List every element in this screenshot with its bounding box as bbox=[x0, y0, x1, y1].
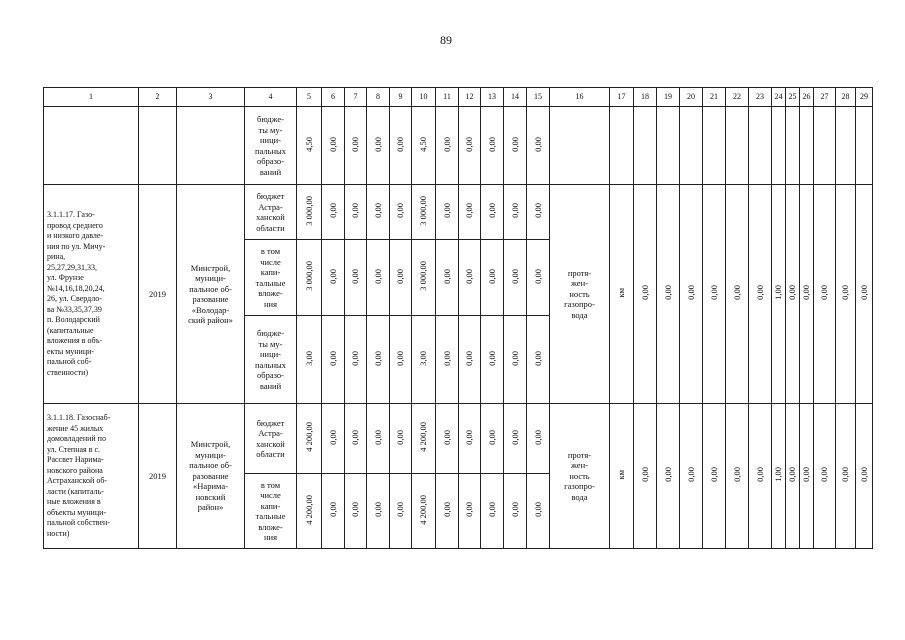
column-header: 12 bbox=[459, 88, 481, 107]
value-cell bbox=[412, 404, 436, 474]
value-cell bbox=[367, 240, 390, 316]
indicator-value-text: 0,00 bbox=[662, 467, 673, 483]
value-cell-text: 4 200,00 bbox=[418, 494, 429, 525]
blank-cell bbox=[610, 107, 634, 185]
value-cell bbox=[481, 404, 504, 474]
value-cell bbox=[481, 185, 504, 240]
value-cell-text: 0,00 bbox=[395, 350, 406, 366]
value-cell bbox=[297, 404, 322, 474]
value-cell bbox=[436, 474, 459, 549]
column-header: 25 bbox=[786, 88, 800, 107]
blank-cell bbox=[749, 107, 772, 185]
column-header: 14 bbox=[504, 88, 527, 107]
value-cell bbox=[504, 316, 527, 404]
value-cell bbox=[345, 240, 367, 316]
item-name: 3.1.1.17. Газо- провод среднего и низкого давле- ния по ул. Мичу- рина, 25,27,29,31,33, ул. Фрунзе №14,16,18,20,24, 26, ул. Свердло- ва №33,35,37,39 п. Володарский (капитальные вложения в объ- екты муници- пальной соб- ственности) bbox=[44, 185, 139, 404]
column-header: 16 bbox=[550, 88, 610, 107]
value-cell-text: 4,50 bbox=[303, 136, 314, 152]
column-header: 8 bbox=[367, 88, 390, 107]
blank-cell bbox=[634, 107, 657, 185]
value-cell bbox=[436, 404, 459, 474]
value-cell-text: 0,00 bbox=[441, 268, 452, 284]
value-cell-text: 3 000,00 bbox=[303, 261, 314, 292]
indicator-value bbox=[657, 185, 680, 404]
value-cell bbox=[322, 316, 345, 404]
column-header: 23 bbox=[749, 88, 772, 107]
indicator-value-text: 1,00 bbox=[773, 467, 784, 483]
indicator-value-text: 0,00 bbox=[840, 467, 851, 483]
indicator-value-text: 0,00 bbox=[858, 467, 869, 483]
value-cell bbox=[459, 107, 481, 185]
value-cell bbox=[297, 316, 322, 404]
header-row bbox=[44, 88, 873, 107]
indicator-value-text: 0,00 bbox=[708, 467, 719, 483]
column-header: 29 bbox=[856, 88, 873, 107]
column-header: 13 bbox=[481, 88, 504, 107]
blank-cell bbox=[657, 107, 680, 185]
value-cell bbox=[504, 185, 527, 240]
value-cell bbox=[504, 107, 527, 185]
indicator-value bbox=[726, 404, 749, 549]
value-cell-text: 0,00 bbox=[372, 136, 383, 152]
indicator-value-text: 0,00 bbox=[662, 285, 673, 301]
value-cell bbox=[390, 404, 412, 474]
indicator-value bbox=[772, 185, 786, 404]
value-cell bbox=[367, 474, 390, 549]
indicator-value bbox=[749, 185, 772, 404]
value-cell-text: 4,50 bbox=[418, 136, 429, 152]
indicator-value bbox=[800, 185, 814, 404]
value-cell bbox=[504, 404, 527, 474]
blank-cell bbox=[856, 107, 873, 185]
value-cell bbox=[390, 316, 412, 404]
indicator-value-text: 0,00 bbox=[840, 285, 851, 301]
value-cell bbox=[390, 240, 412, 316]
indicator-value-text: 0,00 bbox=[731, 467, 742, 483]
indicator-value bbox=[749, 404, 772, 549]
indicator-value-text: 0,00 bbox=[858, 285, 869, 301]
indicator-value bbox=[634, 404, 657, 549]
value-cell bbox=[436, 316, 459, 404]
value-cell bbox=[504, 240, 527, 316]
value-cell bbox=[527, 107, 550, 185]
indicator-value bbox=[703, 185, 726, 404]
indicator-value bbox=[836, 185, 856, 404]
indicator-value bbox=[680, 185, 703, 404]
value-cell-text: 0,00 bbox=[486, 268, 497, 284]
indicator-value-text: 0,00 bbox=[819, 467, 830, 483]
indicator-value bbox=[814, 185, 836, 404]
value-cell-text: 0,00 bbox=[532, 350, 543, 366]
blank-cell bbox=[814, 107, 836, 185]
indicator-value-text: 0,00 bbox=[787, 285, 798, 301]
value-cell-text: 3 000,00 bbox=[303, 195, 314, 226]
value-cell-text: 0,00 bbox=[395, 203, 406, 219]
column-header: 3 bbox=[177, 88, 245, 107]
indicator-value-text: 0,00 bbox=[787, 467, 798, 483]
indicator-value-text: 1,00 bbox=[773, 285, 784, 301]
value-cell-text: 4 200,00 bbox=[418, 422, 429, 453]
value-cell bbox=[390, 474, 412, 549]
unit-cell bbox=[610, 185, 634, 404]
value-cell-text: 0,00 bbox=[441, 429, 452, 445]
indicator-value bbox=[836, 404, 856, 549]
item-executor: Минстрой, муници- пальное об- разование «Нарима- новский район» bbox=[177, 404, 245, 549]
funding-source: бюдже- ты му- ници- пальных образо- ваний bbox=[245, 107, 297, 185]
indicator-value-text: 0,00 bbox=[685, 285, 696, 301]
value-cell-text: 0,00 bbox=[350, 429, 361, 445]
value-cell-text: 3 000,00 bbox=[418, 195, 429, 226]
indicator-value bbox=[772, 404, 786, 549]
indicator-value bbox=[634, 185, 657, 404]
value-cell bbox=[459, 404, 481, 474]
value-cell bbox=[436, 185, 459, 240]
value-cell-text: 0,00 bbox=[327, 136, 338, 152]
item-name: 3.1.1.18. Газоснаб- жение 45 жилых домовладений по ул. Степная в с. Рассвет Нарима- новского района Астраханской об- ласти (капиталь- ные вложения в объекты муници- пальной собствен- ности) bbox=[44, 404, 139, 549]
item-executor: Минстрой, муници- пальное об- разование «Володар- ский район» bbox=[177, 185, 245, 404]
indicator-value-text: 0,00 bbox=[801, 467, 812, 483]
blank-cell bbox=[836, 107, 856, 185]
value-cell-text: 3,00 bbox=[303, 350, 314, 366]
column-header: 18 bbox=[634, 88, 657, 107]
value-cell-text: 0,00 bbox=[372, 203, 383, 219]
indicator-value-text: 0,00 bbox=[639, 467, 650, 483]
value-cell-text: 0,00 bbox=[327, 502, 338, 518]
value-cell bbox=[322, 185, 345, 240]
value-cell-text: 0,00 bbox=[350, 203, 361, 219]
value-cell bbox=[297, 185, 322, 240]
value-cell bbox=[367, 107, 390, 185]
indicator-value bbox=[680, 404, 703, 549]
item-year: 2019 bbox=[139, 185, 177, 404]
column-header: 7 bbox=[345, 88, 367, 107]
value-cell bbox=[527, 474, 550, 549]
column-header: 19 bbox=[657, 88, 680, 107]
value-cell-text: 0,00 bbox=[395, 502, 406, 518]
value-cell-text: 0,00 bbox=[486, 429, 497, 445]
column-header: 11 bbox=[436, 88, 459, 107]
funding-source: бюдже- ты му- ници- пальных образо- ваний bbox=[245, 316, 297, 404]
value-cell-text: 0,00 bbox=[486, 350, 497, 366]
value-cell-text: 0,00 bbox=[464, 502, 475, 518]
value-cell bbox=[367, 185, 390, 240]
value-cell-text: 0,00 bbox=[350, 268, 361, 284]
unit-cell bbox=[610, 404, 634, 549]
indicator-value-text: 0,00 bbox=[731, 285, 742, 301]
value-cell-text: 0,00 bbox=[509, 429, 520, 445]
value-cell-text: 0,00 bbox=[441, 136, 452, 152]
funding-source: бюджет Астра- ханской области bbox=[245, 404, 297, 474]
column-header: 24 bbox=[772, 88, 786, 107]
value-cell-text: 0,00 bbox=[395, 429, 406, 445]
value-cell-text: 0,00 bbox=[464, 203, 475, 219]
value-cell-text: 0,00 bbox=[486, 502, 497, 518]
unit-cell-text: км bbox=[616, 469, 627, 480]
column-header: 4 bbox=[245, 88, 297, 107]
value-cell-text: 0,00 bbox=[350, 502, 361, 518]
value-cell bbox=[322, 474, 345, 549]
value-cell bbox=[527, 240, 550, 316]
value-cell bbox=[504, 474, 527, 549]
column-header: 27 bbox=[814, 88, 836, 107]
indicator-value-text: 0,00 bbox=[754, 467, 765, 483]
value-cell bbox=[527, 316, 550, 404]
indicator-value-text: 0,00 bbox=[801, 285, 812, 301]
value-cell-text: 0,00 bbox=[441, 502, 452, 518]
value-cell-text: 0,00 bbox=[395, 136, 406, 152]
value-cell-text: 0,00 bbox=[350, 350, 361, 366]
year-cell bbox=[139, 107, 177, 185]
indicator-value bbox=[800, 404, 814, 549]
indicator-value-text: 0,00 bbox=[639, 285, 650, 301]
value-cell bbox=[297, 240, 322, 316]
budget-table bbox=[43, 87, 873, 549]
value-cell bbox=[297, 474, 322, 549]
page-number: 89 bbox=[440, 33, 452, 47]
column-header: 5 bbox=[297, 88, 322, 107]
column-header: 1 bbox=[44, 88, 139, 107]
value-cell bbox=[345, 185, 367, 240]
value-cell bbox=[412, 107, 436, 185]
indicator-name: протя- жен- ность газопро- вода bbox=[550, 185, 610, 404]
value-cell bbox=[481, 474, 504, 549]
value-cell-text: 4 200,00 bbox=[303, 422, 314, 453]
column-header: 26 bbox=[800, 88, 814, 107]
value-cell-text: 0,00 bbox=[350, 136, 361, 152]
value-cell-text: 0,00 bbox=[509, 203, 520, 219]
blank-cell bbox=[703, 107, 726, 185]
value-cell bbox=[322, 404, 345, 474]
funding-source: в том числе капи- тальные вложе- ния bbox=[245, 240, 297, 316]
value-cell bbox=[390, 185, 412, 240]
value-cell-text: 0,00 bbox=[464, 136, 475, 152]
executor-cell bbox=[177, 107, 245, 185]
value-cell-text: 0,00 bbox=[327, 350, 338, 366]
value-cell-text: 0,00 bbox=[486, 203, 497, 219]
column-header: 10 bbox=[412, 88, 436, 107]
value-cell bbox=[481, 107, 504, 185]
funding-source: бюджет Астра- ханской области bbox=[245, 185, 297, 240]
value-cell-text: 0,00 bbox=[327, 268, 338, 284]
value-cell-text: 0,00 bbox=[441, 350, 452, 366]
indicator-name: протя- жен- ность газопро- вода bbox=[550, 404, 610, 549]
value-cell bbox=[459, 474, 481, 549]
indicator-value bbox=[856, 185, 873, 404]
value-cell-text: 0,00 bbox=[464, 350, 475, 366]
table-row bbox=[44, 185, 873, 240]
value-cell-text: 0,00 bbox=[327, 429, 338, 445]
value-cell-text: 0,00 bbox=[509, 268, 520, 284]
value-cell bbox=[345, 404, 367, 474]
value-cell-text: 0,00 bbox=[532, 136, 543, 152]
indicator-value bbox=[786, 185, 800, 404]
value-cell bbox=[481, 240, 504, 316]
value-cell-text: 0,00 bbox=[372, 502, 383, 518]
value-cell bbox=[367, 316, 390, 404]
value-cell-text: 0,00 bbox=[464, 268, 475, 284]
unit-cell-text: км bbox=[616, 287, 627, 298]
value-cell bbox=[527, 185, 550, 240]
value-cell-text: 0,00 bbox=[372, 268, 383, 284]
funding-source: в том числе капи- тальные вложе- ния bbox=[245, 474, 297, 549]
blank-cell bbox=[772, 107, 786, 185]
table-row bbox=[44, 404, 873, 474]
value-cell-text: 0,00 bbox=[372, 350, 383, 366]
column-header: 17 bbox=[610, 88, 634, 107]
value-cell bbox=[459, 316, 481, 404]
indicator-value bbox=[657, 404, 680, 549]
column-header: 9 bbox=[390, 88, 412, 107]
value-cell-text: 0,00 bbox=[464, 429, 475, 445]
value-cell-text: 3,00 bbox=[418, 350, 429, 366]
value-cell bbox=[345, 107, 367, 185]
value-cell bbox=[412, 474, 436, 549]
indicator-value-text: 0,00 bbox=[708, 285, 719, 301]
value-cell bbox=[412, 185, 436, 240]
item-year: 2019 bbox=[139, 404, 177, 549]
column-header: 15 bbox=[527, 88, 550, 107]
value-cell bbox=[390, 107, 412, 185]
blank-cell bbox=[726, 107, 749, 185]
indicator-value-text: 0,00 bbox=[754, 285, 765, 301]
blank-cell bbox=[786, 107, 800, 185]
indicator-value bbox=[703, 404, 726, 549]
value-cell-text: 0,00 bbox=[509, 350, 520, 366]
value-cell bbox=[412, 316, 436, 404]
value-cell bbox=[459, 185, 481, 240]
value-cell bbox=[436, 240, 459, 316]
value-cell bbox=[322, 240, 345, 316]
indicator-value bbox=[786, 404, 800, 549]
value-cell bbox=[367, 404, 390, 474]
indicator-value bbox=[856, 404, 873, 549]
value-cell bbox=[345, 316, 367, 404]
indicator-value-text: 0,00 bbox=[685, 467, 696, 483]
column-header: 28 bbox=[836, 88, 856, 107]
item-name-cell bbox=[44, 107, 139, 185]
value-cell-text: 0,00 bbox=[327, 203, 338, 219]
indicator-value bbox=[726, 185, 749, 404]
blank-cell bbox=[680, 107, 703, 185]
indicator-value bbox=[814, 404, 836, 549]
value-cell bbox=[459, 240, 481, 316]
value-cell bbox=[527, 404, 550, 474]
value-cell-text: 0,00 bbox=[372, 429, 383, 445]
column-header: 21 bbox=[703, 88, 726, 107]
value-cell-text: 4 200,00 bbox=[303, 494, 314, 525]
blank-cell bbox=[800, 107, 814, 185]
value-cell-text: 0,00 bbox=[395, 268, 406, 284]
column-header: 22 bbox=[726, 88, 749, 107]
value-cell-text: 0,00 bbox=[509, 136, 520, 152]
value-cell bbox=[436, 107, 459, 185]
value-cell-text: 0,00 bbox=[509, 502, 520, 518]
value-cell-text: 0,00 bbox=[532, 203, 543, 219]
value-cell bbox=[412, 240, 436, 316]
value-cell-text: 0,00 bbox=[532, 429, 543, 445]
value-cell bbox=[345, 474, 367, 549]
value-cell-text: 0,00 bbox=[441, 203, 452, 219]
column-header: 20 bbox=[680, 88, 703, 107]
column-header: 2 bbox=[139, 88, 177, 107]
value-cell bbox=[481, 316, 504, 404]
value-cell bbox=[297, 107, 322, 185]
value-cell bbox=[322, 107, 345, 185]
blank-cell bbox=[550, 107, 610, 185]
indicator-value-text: 0,00 bbox=[819, 285, 830, 301]
column-header: 6 bbox=[322, 88, 345, 107]
value-cell-text: 0,00 bbox=[532, 268, 543, 284]
table-row bbox=[44, 107, 873, 185]
value-cell-text: 3 000,00 bbox=[418, 261, 429, 292]
value-cell-text: 0,00 bbox=[486, 136, 497, 152]
value-cell-text: 0,00 bbox=[532, 502, 543, 518]
